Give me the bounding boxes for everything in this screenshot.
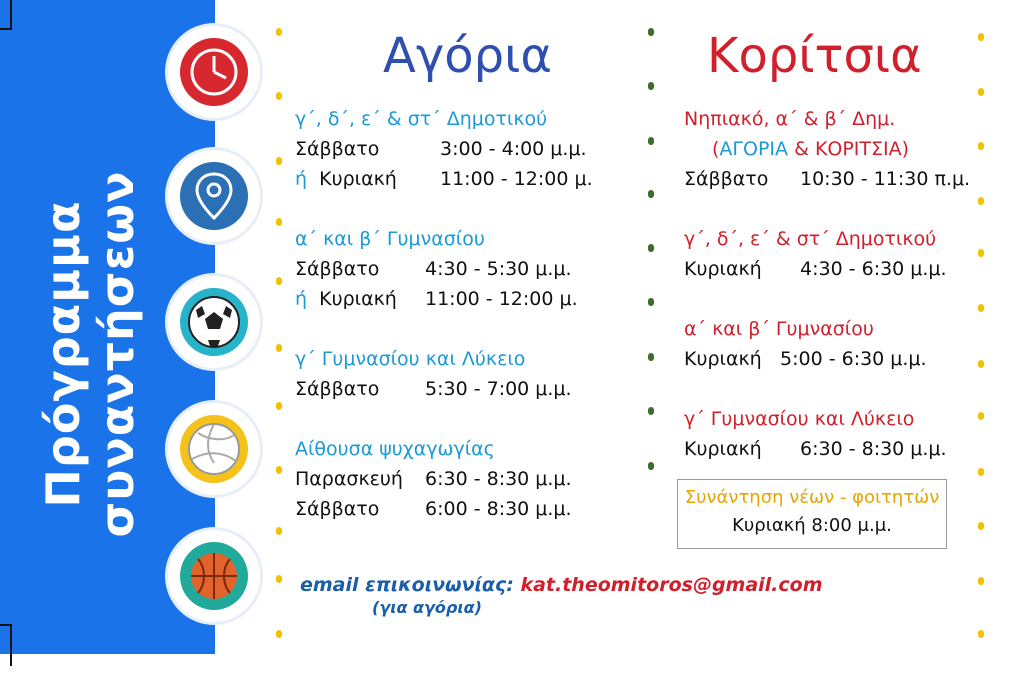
boys-section-heading: Αίθουσα ψυχαγωγίας (295, 438, 495, 460)
boys-schedule (295, 104, 593, 524)
time-label: 11:00 - 12:00 μ. (440, 168, 593, 190)
schedule-row (295, 374, 593, 404)
time-label: 5:30 - 7:00 μ.μ. (425, 378, 572, 400)
schedule-row (295, 164, 593, 194)
girls-section-heading: Νηπιακό, α΄ & β΄ Δημ. (684, 108, 896, 130)
basketball-circle (168, 530, 260, 622)
day-label: Σάββατο (295, 378, 380, 400)
day-label: Κυριακή (319, 288, 397, 310)
soccer-circle (168, 276, 260, 368)
contact-line (300, 574, 823, 617)
time-label: 4:30 - 5:30 μ.μ. (425, 258, 572, 280)
schedule-row (684, 164, 970, 194)
schedule-row (295, 254, 593, 284)
youth-meeting-box (677, 479, 947, 549)
mixed-note: (ΑΓΟΡΙΑ & ΚΟΡΙΤΣΙΑ) (712, 138, 910, 160)
volleyball-circle (168, 403, 260, 495)
schedule-row (684, 344, 970, 374)
day-label: Κυριακή (684, 348, 762, 370)
clock-icon (188, 46, 240, 98)
boys-title: Αγόρια (383, 28, 552, 84)
schedule-row (684, 434, 970, 464)
schedule-row (295, 464, 593, 494)
girls-section-heading: γ΄ Γυμνασίου και Λύκειο (684, 408, 915, 430)
soccer-ball-icon (186, 294, 242, 350)
location-pin-icon (191, 170, 237, 222)
or-label: ή (295, 288, 308, 310)
clock-circle (168, 26, 260, 118)
girls-tag: ΚΟΡΙΤΣΙΑ (814, 138, 902, 160)
day-label: Σάββατο (295, 498, 380, 520)
day-label: Κυριακή (684, 258, 762, 280)
day-label: Παρασκευή (295, 468, 403, 490)
box-title: Συνάντηση νέων - φοιτητών (684, 487, 940, 508)
boys-tag: ΑΓΟΡΙΑ (719, 138, 789, 160)
time-label: 6:30 - 8:30 μ.μ. (425, 468, 572, 490)
corner-bracket-bottom (0, 624, 12, 666)
volleyball-icon (186, 421, 242, 477)
girls-section-heading: γ΄, δ΄, ε΄ & στ΄ Δημοτικού (684, 228, 937, 250)
time-label: 4:30 - 6:30 μ.μ. (800, 258, 947, 280)
contact-email[interactable]: kat.theomitoros@gmail.com (520, 574, 823, 596)
day-label: Σάββατο (684, 168, 769, 190)
schedule-row (684, 254, 970, 284)
day-label: Σάββατο (295, 258, 380, 280)
contact-label: email επικοινωνίας: (300, 574, 514, 596)
boys-section-heading: γ΄ Γυμνασίου και Λύκειο (295, 348, 526, 370)
time-label: 6:30 - 8:30 μ.μ. (800, 438, 947, 460)
time-label: 3:00 - 4:00 μ.μ. (440, 138, 587, 160)
basketball-icon (188, 550, 240, 602)
or-label: ή (295, 168, 308, 190)
time-label: 5:00 - 6:30 μ.μ. (780, 348, 927, 370)
corner-bracket-top (0, 0, 12, 30)
girls-schedule (684, 104, 970, 464)
time-label: 6:00 - 8:30 μ.μ. (425, 498, 572, 520)
girls-title: Κορίτσια (707, 28, 922, 84)
schedule-row (295, 494, 593, 524)
box-text: Κυριακή 8:00 μ.μ. (732, 515, 892, 536)
boys-section-heading: γ΄, δ΄, ε΄ & στ΄ Δημοτικού (295, 108, 548, 130)
boys-section-heading: α΄ και β΄ Γυμνασίου (295, 228, 485, 250)
location-circle (168, 150, 260, 242)
day-label: Κυριακή (319, 168, 397, 190)
contact-note: (για αγόρια) (372, 598, 482, 617)
day-label: Σάββατο (295, 138, 380, 160)
schedule-row (295, 134, 593, 164)
girls-section-heading: α΄ και β΄ Γυμνασίου (684, 318, 874, 340)
sidebar-title: Πρόγραμμα συναντήσεων (36, 170, 144, 538)
time-label: 11:00 - 12:00 μ. (425, 288, 578, 310)
schedule-row (295, 284, 593, 314)
day-label: Κυριακή (684, 438, 762, 460)
time-label: 10:30 - 11:30 π.μ. (800, 168, 971, 190)
